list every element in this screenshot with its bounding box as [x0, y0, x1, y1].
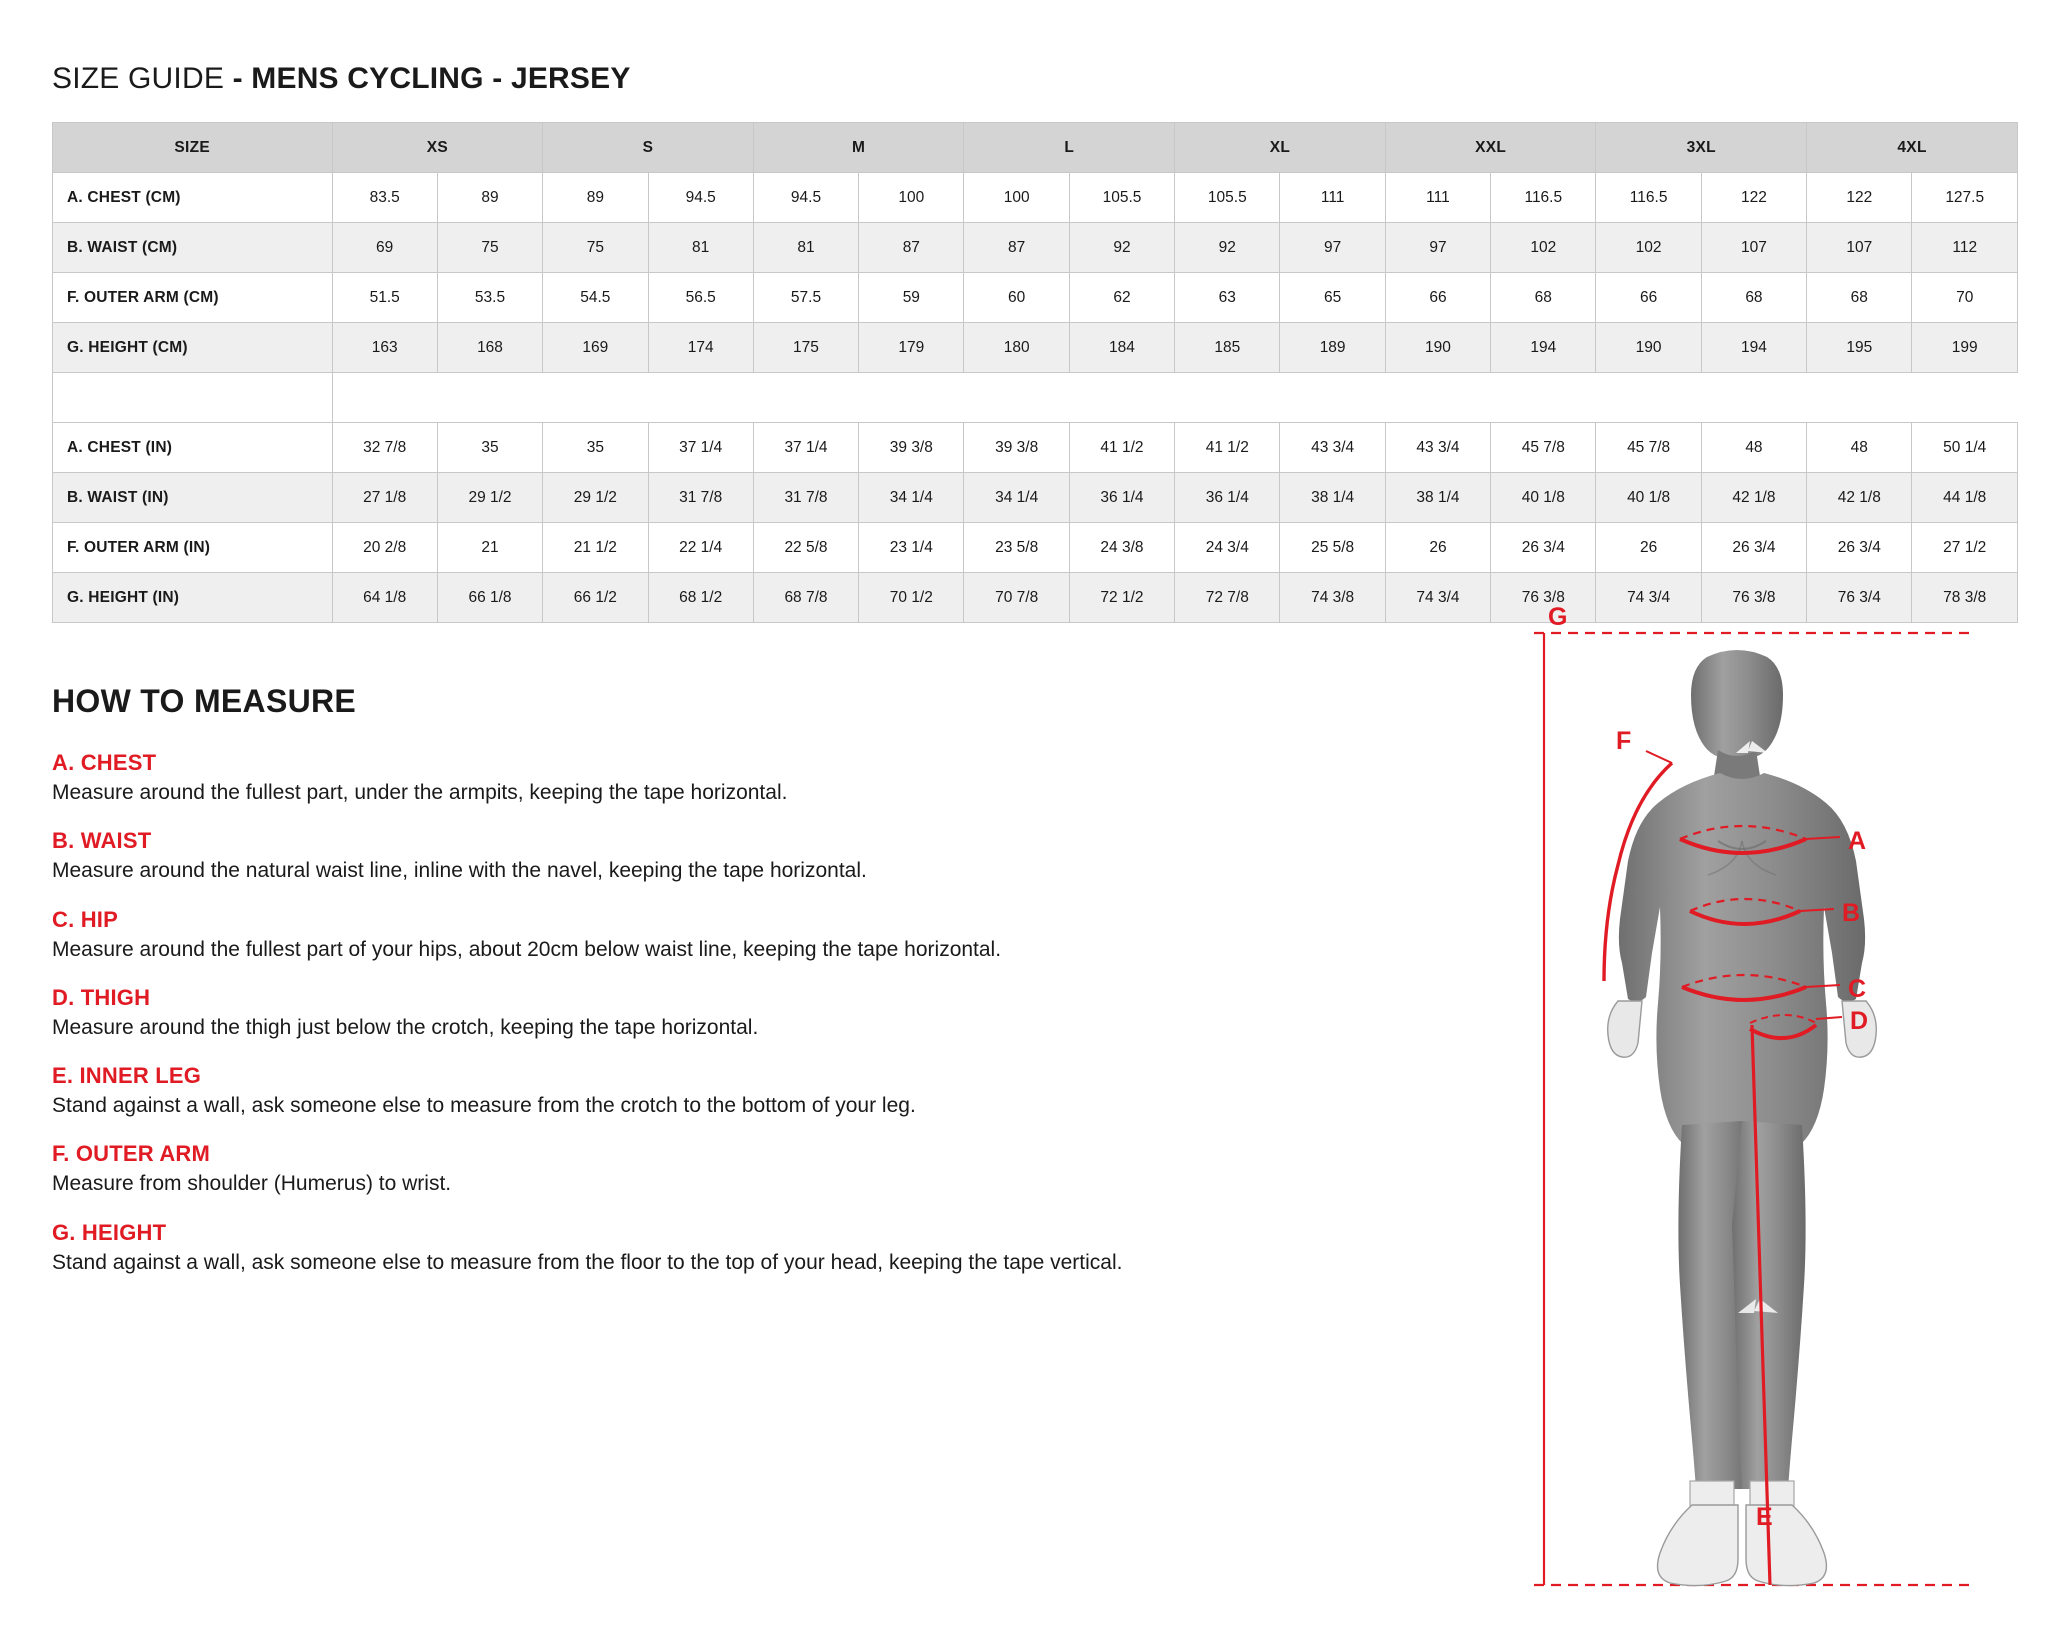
cell: 190: [1385, 323, 1490, 373]
cell: 87: [964, 223, 1069, 273]
cell: 35: [543, 423, 648, 473]
cell: 37 1/4: [648, 423, 753, 473]
cell: 26 3/4: [1491, 523, 1596, 573]
header-size-l: L: [964, 123, 1175, 173]
cell: 44 1/8: [1912, 473, 2018, 523]
cell: 194: [1491, 323, 1596, 373]
row-label: A. CHEST (IN): [53, 423, 333, 473]
measure-item-hip: [52, 907, 1612, 963]
table-header-row: [53, 123, 2018, 173]
cell: 179: [859, 323, 964, 373]
cell: 75: [437, 223, 542, 273]
cell: 107: [1701, 223, 1806, 273]
label-e: E: [1756, 1503, 1773, 1531]
label-a: A: [1848, 827, 1867, 855]
cell: 23 5/8: [964, 523, 1069, 573]
table-row: [53, 273, 2018, 323]
cell: 64 1/8: [332, 573, 437, 623]
cell: 122: [1807, 173, 1912, 223]
cell: 83.5: [332, 173, 437, 223]
cell: 54.5: [543, 273, 648, 323]
header-size-4xl: 4XL: [1807, 123, 2018, 173]
cell: 22 5/8: [753, 523, 858, 573]
cell: 43 3/4: [1280, 423, 1385, 473]
cell: 89: [437, 173, 542, 223]
measure-item-title: A. CHEST: [52, 750, 157, 775]
how-to-measure-section: [52, 623, 1612, 1298]
cell: 76 3/4: [1807, 573, 1912, 623]
cell: 39 3/8: [859, 423, 964, 473]
figure-svg: [1522, 605, 1982, 1615]
cell: 36 1/4: [1175, 473, 1280, 523]
cell: 81: [753, 223, 858, 273]
cell: 24 3/8: [1069, 523, 1174, 573]
cell: 70: [1912, 273, 2018, 323]
cell: 24 3/4: [1175, 523, 1280, 573]
cell: 72 7/8: [1175, 573, 1280, 623]
cell: 194: [1701, 323, 1806, 373]
measure-item-title: F. OUTER ARM: [52, 1141, 211, 1167]
cell: 26 3/4: [1807, 523, 1912, 573]
cell: 100: [964, 173, 1069, 223]
cell: 184: [1069, 323, 1174, 373]
cell: 102: [1491, 223, 1596, 273]
table-section-spacer: [53, 373, 2018, 423]
page-title-prefix: SIZE GUIDE: [52, 62, 225, 95]
row-label: B. WAIST (IN): [53, 473, 333, 523]
cell: 66 1/8: [437, 573, 542, 623]
row-label: G. HEIGHT (CM): [53, 323, 333, 373]
cell: 66: [1385, 273, 1490, 323]
cell: 29 1/2: [437, 473, 542, 523]
cell: 31 7/8: [753, 473, 858, 523]
measure-item-text: Stand against a wall, ask someone else to measure from the crotch to the bottom of your leg.: [52, 1094, 916, 1117]
cell: 42 1/8: [1701, 473, 1806, 523]
cell: 189: [1280, 323, 1385, 373]
figure-column: [1548, 605, 1996, 1531]
header-size-xl: XL: [1175, 123, 1386, 173]
cell: 163: [332, 323, 437, 373]
cell: 40 1/8: [1491, 473, 1596, 523]
cell: 41 1/2: [1175, 423, 1280, 473]
row-label: G. HEIGHT (IN): [53, 573, 333, 623]
cell: 111: [1280, 173, 1385, 223]
label-c: C: [1848, 975, 1867, 1003]
table-row: [53, 173, 2018, 223]
cell: 180: [964, 323, 1069, 373]
header-size-xs: XS: [332, 123, 543, 173]
cell: 75: [543, 223, 648, 273]
size-chart-table: [52, 122, 2018, 623]
measure-item-text: Measure around the fullest part, under the armpits, keeping the tape horizontal.: [52, 781, 788, 804]
cell: 87: [859, 223, 964, 273]
page-title: [52, 62, 1996, 96]
cell: 94.5: [648, 173, 753, 223]
measure-item-title: B. WAIST: [52, 828, 152, 854]
measure-item-thigh: [52, 985, 1612, 1041]
cell: 62: [1069, 273, 1174, 323]
label-g: G: [1548, 605, 1568, 631]
cell: 22 1/4: [648, 523, 753, 573]
measure-item-outer-arm: [52, 1141, 1612, 1197]
cell: 39 3/8: [964, 423, 1069, 473]
label-f: F: [1616, 727, 1632, 755]
cell: 43 3/4: [1385, 423, 1490, 473]
measure-item-text: Measure around the fullest part of your hips, about 20cm below waist line, keeping the tape horizontal.: [52, 937, 1002, 961]
cell: 65: [1280, 273, 1385, 323]
cell: 66: [1596, 273, 1701, 323]
cell: 59: [859, 273, 964, 323]
measure-item-title: C. HIP: [52, 906, 118, 932]
cell: 94.5: [753, 173, 858, 223]
cell: 34 1/4: [964, 473, 1069, 523]
measure-item-text: Stand against a wall, ask someone else to measure from the floor to the top of your head, keeping the tape vertical.: [52, 1250, 1123, 1274]
row-label: B. WAIST (CM): [53, 223, 333, 273]
cell: 78 3/8: [1912, 573, 2018, 623]
measure-item-text: Measure around the natural waist line, inline with the navel, keeping the tape horizontal.: [52, 859, 867, 883]
label-b: B: [1842, 899, 1861, 927]
cell: 116.5: [1491, 173, 1596, 223]
cell: 40 1/8: [1596, 473, 1701, 523]
cell: 38 1/4: [1385, 473, 1490, 523]
cell: 116.5: [1596, 173, 1701, 223]
measure-item-inner-leg: [52, 1063, 1612, 1119]
cell: 74 3/4: [1596, 573, 1701, 623]
cell: 35: [437, 423, 542, 473]
spacer-cell: [53, 373, 333, 423]
body-measurement-diagram: [1522, 605, 1982, 1615]
cell: 92: [1069, 223, 1174, 273]
measure-item-text: Measure from shoulder (Humerus) to wrist.: [52, 1172, 452, 1196]
cell: 76 3/8: [1701, 573, 1806, 623]
cell: 168: [437, 323, 542, 373]
measure-item-title: D. THIGH: [52, 984, 151, 1010]
cell: 29 1/2: [543, 473, 648, 523]
measure-item-chest: [52, 750, 1612, 806]
cell: 68: [1491, 273, 1596, 323]
cell: 127.5: [1912, 173, 2018, 223]
cell: 68 1/2: [648, 573, 753, 623]
measure-item-title: E. INNER LEG: [52, 1063, 202, 1088]
measure-item-height: [52, 1220, 1612, 1276]
cell: 195: [1807, 323, 1912, 373]
header-size-3xl: 3XL: [1596, 123, 1807, 173]
cell: 56.5: [648, 273, 753, 323]
spacer-cell: [332, 373, 2017, 423]
how-to-measure-heading: HOW TO MEASURE: [52, 683, 357, 719]
cell: 72 1/2: [1069, 573, 1174, 623]
cell: 102: [1596, 223, 1701, 273]
cell: 32 7/8: [332, 423, 437, 473]
cell: 57.5: [753, 273, 858, 323]
cell: 37 1/4: [753, 423, 858, 473]
cell: 89: [543, 173, 648, 223]
measure-item-waist: [52, 828, 1612, 884]
cell: 190: [1596, 323, 1701, 373]
header-size-label: SIZE: [53, 123, 333, 173]
cell: 27 1/8: [332, 473, 437, 523]
cell: 50 1/4: [1912, 423, 2018, 473]
cell: 112: [1912, 223, 2018, 273]
cell: 105.5: [1175, 173, 1280, 223]
row-label: F. OUTER ARM (IN): [53, 523, 333, 573]
cell: 48: [1701, 423, 1806, 473]
page-title-suffix: - MENS CYCLING - JERSEY: [224, 62, 631, 95]
table-row: [53, 523, 2018, 573]
cell: 60: [964, 273, 1069, 323]
cell: 48: [1807, 423, 1912, 473]
cell: 97: [1385, 223, 1490, 273]
label-d: D: [1850, 1007, 1869, 1035]
cell: 25 5/8: [1280, 523, 1385, 573]
cell: 34 1/4: [859, 473, 964, 523]
row-label: A. CHEST (CM): [53, 173, 333, 223]
measure-item-title: G. HEIGHT: [52, 1219, 167, 1245]
cell: 27 1/2: [1912, 523, 2018, 573]
table-row: [53, 473, 2018, 523]
cell: 51.5: [332, 273, 437, 323]
header-size-m: M: [753, 123, 964, 173]
cell: 42 1/8: [1807, 473, 1912, 523]
cell: 23 1/4: [859, 523, 964, 573]
cell: 41 1/2: [1069, 423, 1174, 473]
table-row: [53, 323, 2018, 373]
cell: 74 3/4: [1385, 573, 1490, 623]
cell: 45 7/8: [1596, 423, 1701, 473]
table-row: [53, 223, 2018, 273]
cell: 81: [648, 223, 753, 273]
cell: 175: [753, 323, 858, 373]
cell: 68 7/8: [753, 573, 858, 623]
cell: 21: [437, 523, 542, 573]
cell: 63: [1175, 273, 1280, 323]
cell: 199: [1912, 323, 2018, 373]
cell: 76 3/8: [1491, 573, 1596, 623]
lower-content: [52, 605, 1996, 1531]
cell: 174: [648, 323, 753, 373]
cell: 26 3/4: [1701, 523, 1806, 573]
cell: 68: [1701, 273, 1806, 323]
cell: 53.5: [437, 273, 542, 323]
cell: 31 7/8: [648, 473, 753, 523]
cell: 107: [1807, 223, 1912, 273]
cell: 45 7/8: [1491, 423, 1596, 473]
cell: 66 1/2: [543, 573, 648, 623]
cell: 122: [1701, 173, 1806, 223]
cell: 100: [859, 173, 964, 223]
cell: 97: [1280, 223, 1385, 273]
cell: 36 1/4: [1069, 473, 1174, 523]
cell: 74 3/8: [1280, 573, 1385, 623]
cell: 38 1/4: [1280, 473, 1385, 523]
cell: 111: [1385, 173, 1490, 223]
cell: 26: [1385, 523, 1490, 573]
cell: 68: [1807, 273, 1912, 323]
cell: 105.5: [1069, 173, 1174, 223]
cell: 26: [1596, 523, 1701, 573]
cell: 92: [1175, 223, 1280, 273]
cell: 20 2/8: [332, 523, 437, 573]
table-row: [53, 423, 2018, 473]
row-label: F. OUTER ARM (CM): [53, 273, 333, 323]
cell: 185: [1175, 323, 1280, 373]
header-size-xxl: XXL: [1385, 123, 1596, 173]
cell: 69: [332, 223, 437, 273]
cell: 70 1/2: [859, 573, 964, 623]
cell: 70 7/8: [964, 573, 1069, 623]
header-size-s: S: [543, 123, 754, 173]
measure-item-text: Measure around the thigh just below the crotch, keeping the tape horizontal.: [52, 1015, 759, 1039]
cell: 21 1/2: [543, 523, 648, 573]
cell: 169: [543, 323, 648, 373]
